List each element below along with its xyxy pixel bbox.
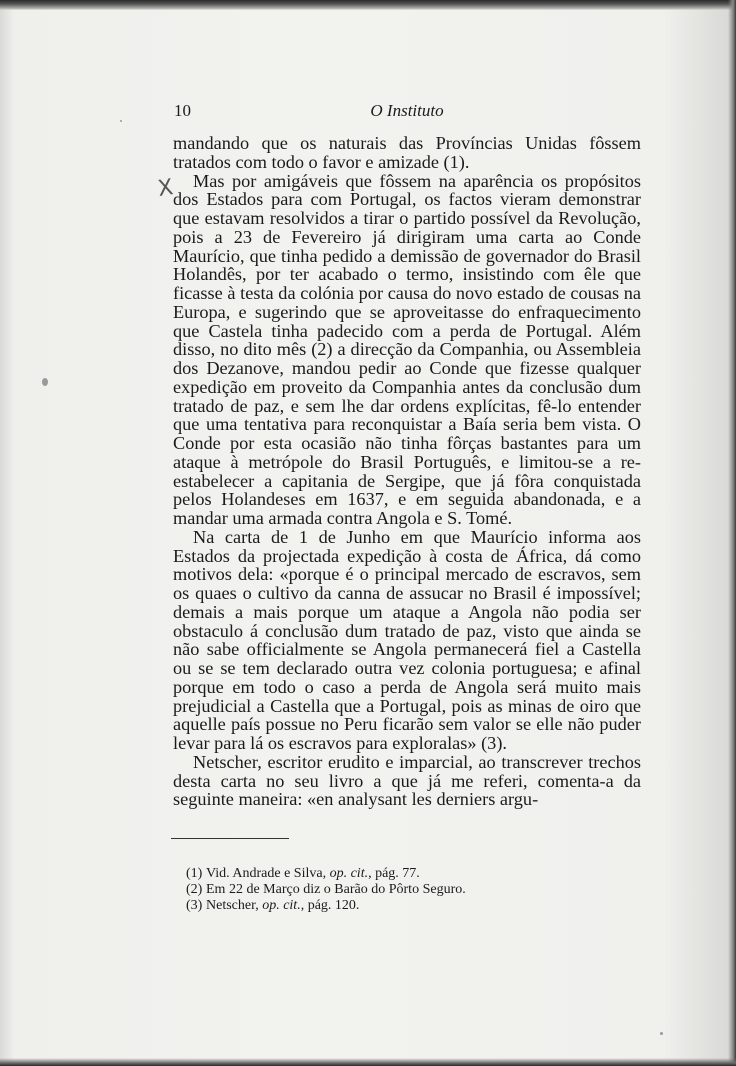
page-number: 10: [174, 101, 191, 120]
footnote: [186, 898, 606, 914]
main-text: [173, 134, 641, 809]
footnote-italic: op. cit.: [262, 898, 301, 913]
scan-right-edge: [728, 0, 736, 1066]
footnote: [186, 882, 606, 898]
footnote-text-rest: , pág. 77.: [368, 866, 420, 881]
paragraph: Netscher, escritor erudito e imparcial, ao transcrever trechos desta carta no seu livro a que já me referi, comenta-a da seguinte maneira: «en analysant les derniers argu-: [173, 751, 641, 810]
footnote-text: Netscher,: [206, 898, 263, 913]
footnote-separator: [171, 838, 289, 839]
scan-bottom-edge: [0, 1058, 736, 1066]
footnote-number: (2): [186, 882, 203, 897]
footnotes: [186, 866, 606, 914]
paragraph: mandando que os naturais das Províncias Unidas fôssem tratados com todo o favor e amizade (1).: [173, 133, 641, 172]
footnote-text: Em 22 de Março diz o Barão do Pôrto Seguro.: [206, 882, 466, 897]
paper-speck: [660, 1032, 663, 1035]
page-header: [174, 101, 640, 125]
footnote-number: (3): [186, 898, 203, 913]
footnote-text-rest: , pág. 120.: [300, 898, 360, 913]
paragraph: Mas por amigáveis que fôssem na aparência os propósitos dos Estados para com Portugal, os factos vieram demonstrar que estavam resolvidos a tirar o partido possível da Revolução, pois a 23 de Fevereiro já dirigiram uma carta ao Conde Maurício, que tinha pedido a demissão de governador do Brasil Holandês, por ter acabado o termo, insistindo com êle que ficasse à testa da colónia por causa do novo estado de cousas na Europa, e sugerindo que se aproveitasse do enfraquecimento que Castela tinha padecido com a perda de Portugal. Além disso, no dito mês (2) a direcção da Companhia, ou Assembleia dos Dezanove, mandou pedir ao Conde que fizesse qualquer expedição em proveito da Companhia antes da conclusão dum tratado de paz, e sem lhe dar ordens explícitas, fê-lo entender que uma tentativa para reconquistar a Baía seria bem vista. O Conde por esta ocasião não tinha fôrças bastantes para um ataque à metrópole do Brasil Português, e limitou-se a re-estabelecer a capitania de Sergipe, que já fôra conquistada pelos Holandeses em 1637, e em seguida abandonada, e a mandar uma armada contra Angola e S. Tomé.: [173, 170, 641, 528]
footnote: [186, 866, 606, 882]
scan-top-edge: [0, 0, 736, 10]
paragraph: Na carta de 1 de Junho em que Maurício informa aos Estados da projectada expedição à costa de África, dá como motivos dela: «porque é o principal mercado de escravos, sem os quaes o cultivo da canna de assucar no Brasil é impossível; demais a mais porque um ataque a Angola não podia ser obstaculo á conclusão dum tratado de paz, visto que ainda se não sabe officialmente se Angola permanecerá fiel a Castella ou se se tem declarado outra vez colonia portuguesa; e afinal porque em todo o caso a perda de Angola será muito mais prejudicial a Castella que a Portugal, pois as minas de oiro que aquelle país possue no Peru ficarão sem valor se elle não puder levar para lá os escravos para exploralas» (3).: [173, 526, 641, 753]
paper-speck: [120, 120, 122, 122]
running-title: O Instituto: [370, 101, 444, 120]
footnote-italic: op. cit.: [329, 866, 369, 881]
handwritten-margin-mark: X: [156, 175, 175, 202]
footnote-text: Vid. Andrade e Silva,: [206, 866, 330, 881]
footnote-number: (1): [186, 866, 203, 881]
paper-speck: [42, 378, 48, 386]
